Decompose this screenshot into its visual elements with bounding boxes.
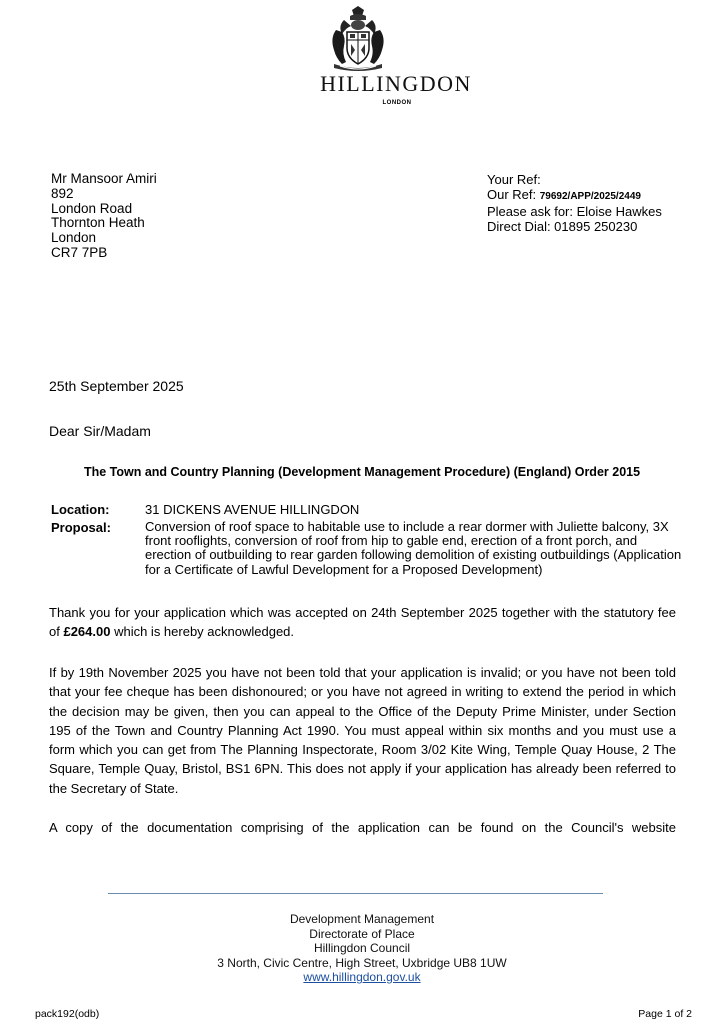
footer-council: Hillingdon Council xyxy=(313,941,411,955)
council-name: HILLINGDON xyxy=(320,71,472,96)
footer-department: Development Management xyxy=(289,912,435,926)
footer-divider xyxy=(108,893,603,894)
proposal-label: Proposal: xyxy=(51,520,111,535)
recipient-name: Mr Mansoor Amiri xyxy=(51,171,157,186)
our-ref xyxy=(487,187,662,204)
fee-amount: £264.00 xyxy=(63,624,111,640)
council-subtitle: LONDON xyxy=(382,100,412,106)
our-ref-value: 79692/APP/2025/2449 xyxy=(539,191,641,202)
council-crest-icon xyxy=(322,6,394,74)
salutation: Dear Sir/Madam xyxy=(49,423,151,439)
recipient-street: London Road xyxy=(51,200,133,216)
proposal-value: Conversion of roof space to habitable use to include a rear dormer with Juliette balcony, 3X front rooflights, conversion of roof from hip to gable end, erection of a front porch, and erection of outbuilding to rear garden following demolition of existing outbuildings (Application for a Certificate of Lawful Development for a Proposed Development) xyxy=(145,519,682,577)
letter-date: 25th September 2025 xyxy=(49,378,184,394)
appeal-paragraph: If by 19th November 2025 you have not been told that your application is invalid; or you have not been told that your fee cheque has been dishonoured; or you have not agreed in writing to extend the period in which the decision may be given, then you can appeal to the Office of the Deputy Prime Minister, under Section 195 of the Town and Country Planning Act 1990. You must appeal within six months and you must use a form which you can get from The Planning Inspectorate, Room 3/02 Kite Wing, Temple Quay House, 2 The Square, Temple Quay, Bristol, BS1 6PN. This does not apply if your application has already been referred to the Secretary of State. xyxy=(49,665,676,796)
your-ref: Your Ref: xyxy=(487,172,541,187)
order-heading: The Town and Country Planning (Development Management Procedure) (England) Order 2015 xyxy=(83,465,641,479)
direct-dial: Direct Dial: 01895 250230 xyxy=(487,219,638,234)
footer-address xyxy=(0,912,724,985)
recipient-house-number: 892 xyxy=(51,185,74,201)
recipient-postcode: CR7 7PB xyxy=(51,244,108,260)
footer-street-address: 3 North, Civic Centre, High Street, Uxbridge UB8 1UW xyxy=(217,955,507,970)
acknowledgement-paragraph xyxy=(49,603,676,642)
website-link[interactable]: www.hillingdon.gov.uk xyxy=(303,970,421,984)
footer-directorate: Directorate of Place xyxy=(309,926,415,941)
our-ref-label: Our Ref: xyxy=(487,187,537,202)
recipient-area: Thornton Heath xyxy=(51,215,145,231)
ack-text-end: which is hereby acknowledged. xyxy=(110,624,295,640)
page-number: Page 1 of 2 xyxy=(638,1008,692,1020)
document-id: pack192(odb) xyxy=(35,1008,100,1020)
location-value: 31 DICKENS AVENUE HILLINGDON xyxy=(145,502,360,517)
documentation-paragraph: A copy of the documentation comprising of the application can be found on the Council's website xyxy=(49,820,676,835)
recipient-address xyxy=(51,172,157,261)
recipient-city: London xyxy=(51,230,97,246)
location-label: Location: xyxy=(51,502,110,517)
ack-text-start: Thank you for your application which was accepted on 24th September 2025 together with the statutory fee of xyxy=(49,605,676,640)
reference-block xyxy=(487,172,662,234)
ask-for-contact: Please ask for: Eloise Hawkes xyxy=(487,204,662,219)
